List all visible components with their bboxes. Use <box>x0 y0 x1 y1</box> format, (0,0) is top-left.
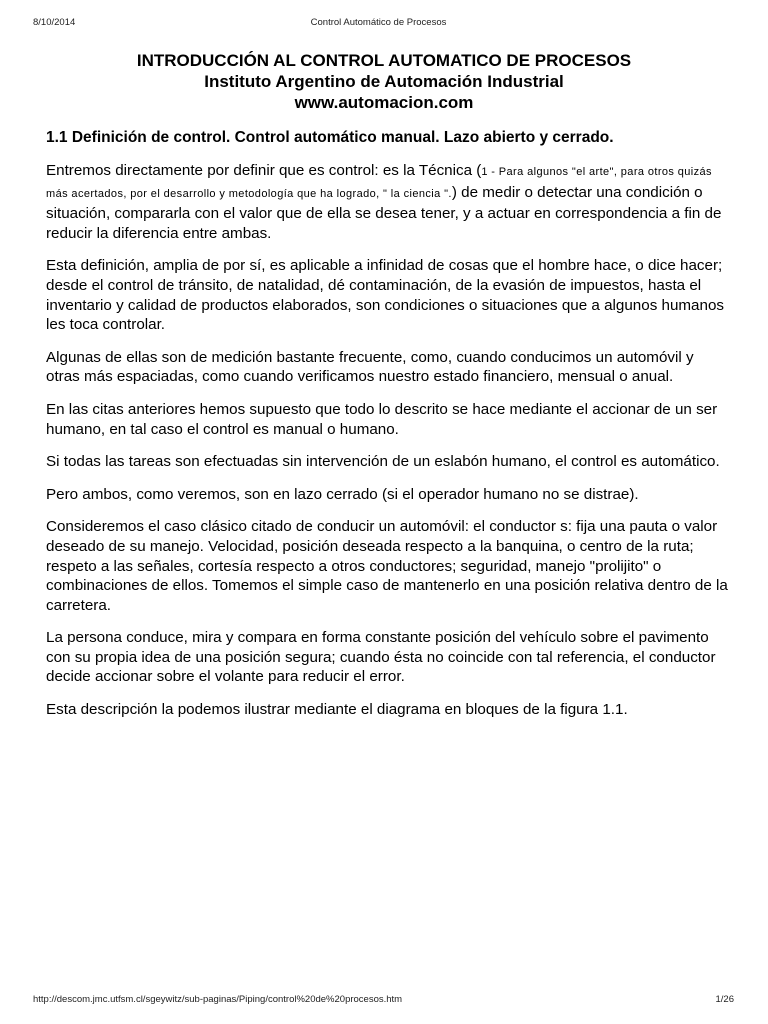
paragraph: Esta definición, amplia de por sí, es aplicable a infinidad de cosas que el hombre hace, o dice hacer; desde el control de tránsito, de natalidad, dé contaminación, de la evasión de impuestos, hasta el inventario y calidad de productos elaborados, son condiciones o situaciones que a algunos humanos les toca controlar. <box>46 257 724 334</box>
paragraph: Esta descripción la podemos ilustrar mediante el diagrama en bloques de la figura 1.1. <box>46 701 628 719</box>
paragraph: Si todas las tareas son efectuadas sin intervención de un eslabón humano, el control es automático. <box>46 453 720 471</box>
paragraph: La persona conduce, mira y compara en forma constante posición del vehículo sobre el pavimento con su propia idea de una posición segura; cuando ésta no coincide con tal referencia, el conductor decide accionar sobre el volante para reducir el error. <box>46 629 716 686</box>
document-title-block <box>0 50 768 113</box>
paragraph-1 <box>46 161 730 243</box>
section-heading: 1.1 Definición de control. Control automático manual. Lazo abierto y cerrado. <box>46 129 614 146</box>
paragraph: En las citas anteriores hemos supuesto que todo lo descrito se hace mediante el accionar de un ser humano, en tal caso el control es manual o humano. <box>46 400 718 438</box>
institute-name: Instituto Argentino de Automación Industrial <box>204 72 564 91</box>
paragraph: Pero ambos, como veremos, son en lazo cerrado (si el operador humano no se distrae). <box>46 485 639 503</box>
document-title: INTRODUCCIÓN AL CONTROL AUTOMATICO DE PROCESOS <box>136 51 632 70</box>
paragraph-1-end: ) de medir o detectar una condición o situación, compararla con el valor que de ella se desea tener, y a actuar en correspondencia a fin de reducir la diferencia entre ambas. <box>46 183 722 242</box>
paragraph-1-start: Entremos directamente por definir que es control: es la Técnica ( <box>46 162 482 179</box>
page-footer <box>33 994 734 1008</box>
print-date: 8/10/2014 <box>33 17 76 28</box>
website-url: www.automacion.com <box>294 93 474 112</box>
page-header <box>33 17 724 31</box>
source-url: http://descom.jmc.utfsm.cl/sgeywitz/sub-paginas/Piping/control%20de%20procesos.htm <box>33 994 403 1005</box>
body-text <box>46 161 730 733</box>
inline-footnote: 1 - Para algunos "el arte", para otros quizás más acertados, por el desarrollo y metodología que ha logrado, " la ciencia ". <box>46 166 712 200</box>
paragraph: Consideremos el caso clásico citado de conducir un automóvil: el conductor s: fija una pauta o valor deseado de su manejo. Velocidad, posición deseada respecto a la banquina, o centro de la ruta; respeto a las señales, cortesía respecto a otros conductores; seguridad, manejo "prolijito" o combinaciones de ellos. Tomemos el simple caso de mantenerlo en una posición relativa dentro de la carretera. <box>46 518 728 614</box>
paragraph: Algunas de ellas son de medición bastante frecuente, como, cuando conducimos un automóvil y otras más espaciadas, como cuando verificamos nuestro estado financiero, mensual o anual. <box>46 348 694 386</box>
print-title: Control Automático de Procesos <box>310 17 447 28</box>
page-number: 1/26 <box>715 994 734 1005</box>
